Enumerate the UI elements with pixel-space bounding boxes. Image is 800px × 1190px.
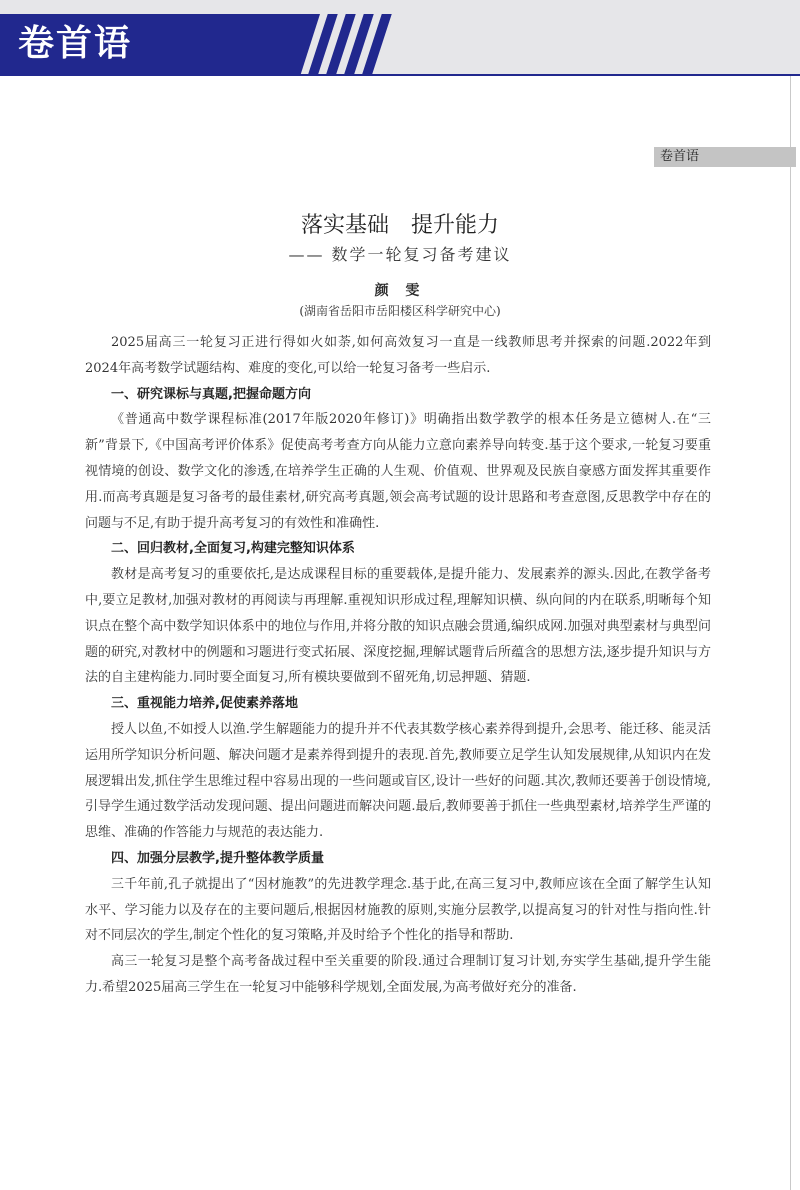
banner-stripes bbox=[300, 14, 390, 74]
banner-title: 卷首语 bbox=[18, 23, 133, 64]
section-heading: 四、加强分层教学,提升整体教学质量 bbox=[111, 850, 324, 866]
article-title: 落实基础 提升能力 bbox=[300, 213, 499, 238]
paragraph: 高三一轮复习是整个高考备战过程中至关重要的阶段.通过合理制订复习计划,夯实学生基础,提升学生能力.希望2025届高三学生在一轮复习中能够科学规划,全面发展,为高考做好充分的准备. bbox=[85, 954, 711, 995]
paragraph: 教材是高考复习的重要依托,是达成课程目标的重要载体,是提升能力、发展素养的源头.因此,在教学备考中,要立足教材,加强对教材的再阅读与再理解.重视知识形成过程,理解知识横、纵向间的内在联系,明晰每个知识点在整个高中数学知识体系中的地位与作用,并将分散的知识点融会贯通,编织成网.加强对典型素材与典型问题的研究,对教材中的例题和习题进行变式拓展、深度挖掘,理解试题背后所蕴含的思想方法,逐步提升知识与方法的自主建构能力.同时要全面复习,所有模块要做到不留死角,切忌押题、猜题. bbox=[85, 567, 711, 686]
paragraph: 三千年前,孔子就提出了“因材施教”的先进教学理念.基于此,在高三复习中,教师应该在全面了解学生认知水平、学习能力以及存在的主要问题后,根据因材施教的原则,实施分层教学,以提高复习的针对性与指向性.针对不同层次的学生,制定个性化的复习策略,并及时给予个性化的指导和帮助. bbox=[85, 876, 711, 944]
article-affiliation: (湖南省岳阳市岳阳楼区科学研究中心) bbox=[299, 304, 501, 318]
paragraph: 《普通高中数学课程标准(2017年版2020年修订)》明确指出数学教学的根本任务是立德树人.在“三新”背景下,《中国高考评价体系》促使高考考查方向从能力立意向素养导向转变.基于这个要求,一轮复习要重视情境的创设、数学文化的渗透,在培养学生正确的人生观、价值观、世界观及民族自豪感方面发挥其重要作用.而高考真题是复习备考的最佳素材,研究高考真题,领会高考试题的设计思路和考查意图,反思教学中存在的问题与不足,有助于提升高考复习的有效性和准确性. bbox=[85, 412, 711, 531]
section-heading: 二、回归教材,全面复习,构建完整知识体系 bbox=[111, 541, 355, 557]
section-heading: 一、研究课标与真题,把握命题方向 bbox=[111, 386, 311, 402]
article-body bbox=[85, 330, 711, 1001]
section-heading: 三、重视能力培养,促使素养落地 bbox=[111, 696, 298, 712]
header-rule bbox=[0, 74, 800, 76]
paragraph: 授人以鱼,不如授人以渔.学生解题能力的提升并不代表其数学核心素养得到提升,会思考、能迁移、能灵活运用所学知识分析问题、解决问题才是素养得到提升的表现.首先,教师要立足学生认知发展规律,从知识内在发展逻辑出发,抓住学生思维过程中容易出现的一些问题或盲区,设计一些好的问题.其次,教师还要善于创设情境,引导学生通过数学活动发现问题、提出问题进而解决问题.最后,教师要善于抓住一些典型素材,培养学生严谨的思维、准确的作答能力与规范的表达能力. bbox=[85, 721, 711, 841]
paragraph: 2025届高三一轮复习正进行得如火如荼,如何高效复习一直是一线教师思考并探索的问题.2022年到2024年高考数学试题结构、难度的变化,可以给一轮复习备考一些启示. bbox=[85, 335, 711, 376]
section-tab: 卷首语 bbox=[654, 147, 796, 167]
article-subtitle: —— 数学一轮复习备考建议 bbox=[288, 245, 512, 264]
article-author: 颜 雯 bbox=[374, 283, 426, 299]
